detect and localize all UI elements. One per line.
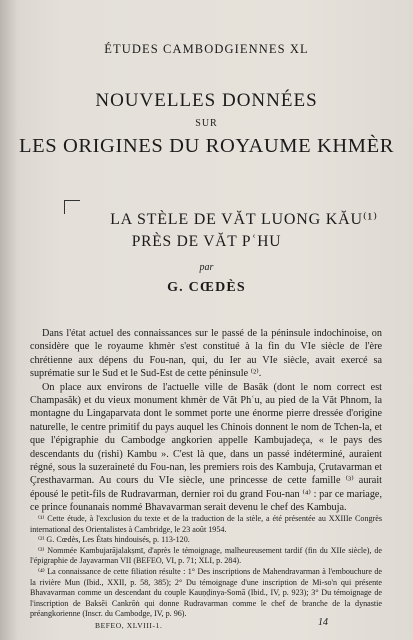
byline-par: par <box>199 262 214 273</box>
author-name: G. CŒDÈS <box>167 280 246 295</box>
series-title: ÉTUDES CAMBODGIENNES XL <box>104 42 309 56</box>
footnote: ⁽⁴⁾ La connaissance de cette filiation résulte : 1° Des inscriptions de Mahendravarman à l'embouchure de la rivière Mun (Ibid., XXII, p. 58, 385); 2° Du témoignage d'une inscription de Mi-so'n qui présente Bhavavarman comme un descendant du couple Kauṇḍinya-Somā (Ibid., IV, p. 923); 3° Du témoignage de l'inscription de Baksĕi Cankrŏṅ qui donne Rudravarman comme le chef de branche de la dynastie préangkorienne (Inscr. du Cambodge, IV, p. 96). <box>30 566 382 619</box>
article-title-line-1: NOUVELLES DONNÉES <box>95 90 318 111</box>
section-title-line-2: PRÈS DE VĂT PʿHU <box>131 233 282 250</box>
article-title-line-2: LES ORIGINES DU ROYAUME KHMÈR <box>18 135 395 157</box>
body-paragraph: On place aux environs de l'actuelle ville de Basăk (dont le nom correct est Champasăk) et du vieux monument khmèr de Văt Phʿu, au pied de la Văt Phnom, la montagne du Lingaparvata dont le sommet porte une énorme pierre dressée d'origine naturelle, le centre primitif du pays auquel les Chinois donnent le nom de Tchen-la, et que l'épigraphie du Cambodge angkorien appelle Kambujadeça, « le pays des descendants du (rishi) Kambu ». C'est là que, dans un passé indéterminé, auraient régné, sous la suzeraineté du Fou-nan, les premiers rois des Kambuja, Çrutavarman et Çresthavarman. Au cours du VIe siècle, une princesse de cette famille ⁽³⁾ aurait épousé le petit-fils de Rudravarman, dernier roi du grand Fou-nan ⁽⁴⁾ : par ce mariage, ce prince founanais nommé Bhavavarman serait devenu le chef des Kambuja. <box>30 381 382 514</box>
section-corner-mark <box>64 200 65 214</box>
section-title-line-1: LA STÈLE DE VĂT LUONG KĂU⁽¹⁾ <box>110 211 378 228</box>
footnote: ⁽³⁾ Nommée Kambujarājalakṣmī, d'après le témoignage, malheureusement tardif (fin du XIIe siècle), de l'épigraphie de Jayavarman VII (BEFEO, VI, p. 71; XLI, p. 284). <box>30 545 382 566</box>
body-text <box>30 327 382 515</box>
section-corner-mark-h <box>64 200 80 201</box>
footnote: ⁽²⁾ G. Cœdès, Les États hindouisés, p. 113-120. <box>38 535 190 545</box>
footnote: ⁽¹⁾ Cette étude, à l'exclusion du texte et de la traduction de la stèle, a été présentée au XXIIIe Congrès international des Orientalistes à Cambridge, le 23 août 1954. <box>30 514 382 534</box>
article-title-connector: SUR <box>195 118 218 129</box>
journal-signature: BEFEO, XLVIII-1. <box>95 621 163 630</box>
footnotes <box>30 514 382 620</box>
page-number: 14 <box>318 617 328 628</box>
body-paragraph: Dans l'état actuel des connaissances sur le passé de la péninsule indochinoise, on considère que le royaume khmèr s'est constitué à la fin du VIe siècle de l'ère chrétienne aux dépens du Fou-nan, qui, du Ier au VIe siècle, avait exercé sa suprématie sur le Sud et le Sud-Est de cette péninsule ⁽²⁾. <box>30 328 382 380</box>
